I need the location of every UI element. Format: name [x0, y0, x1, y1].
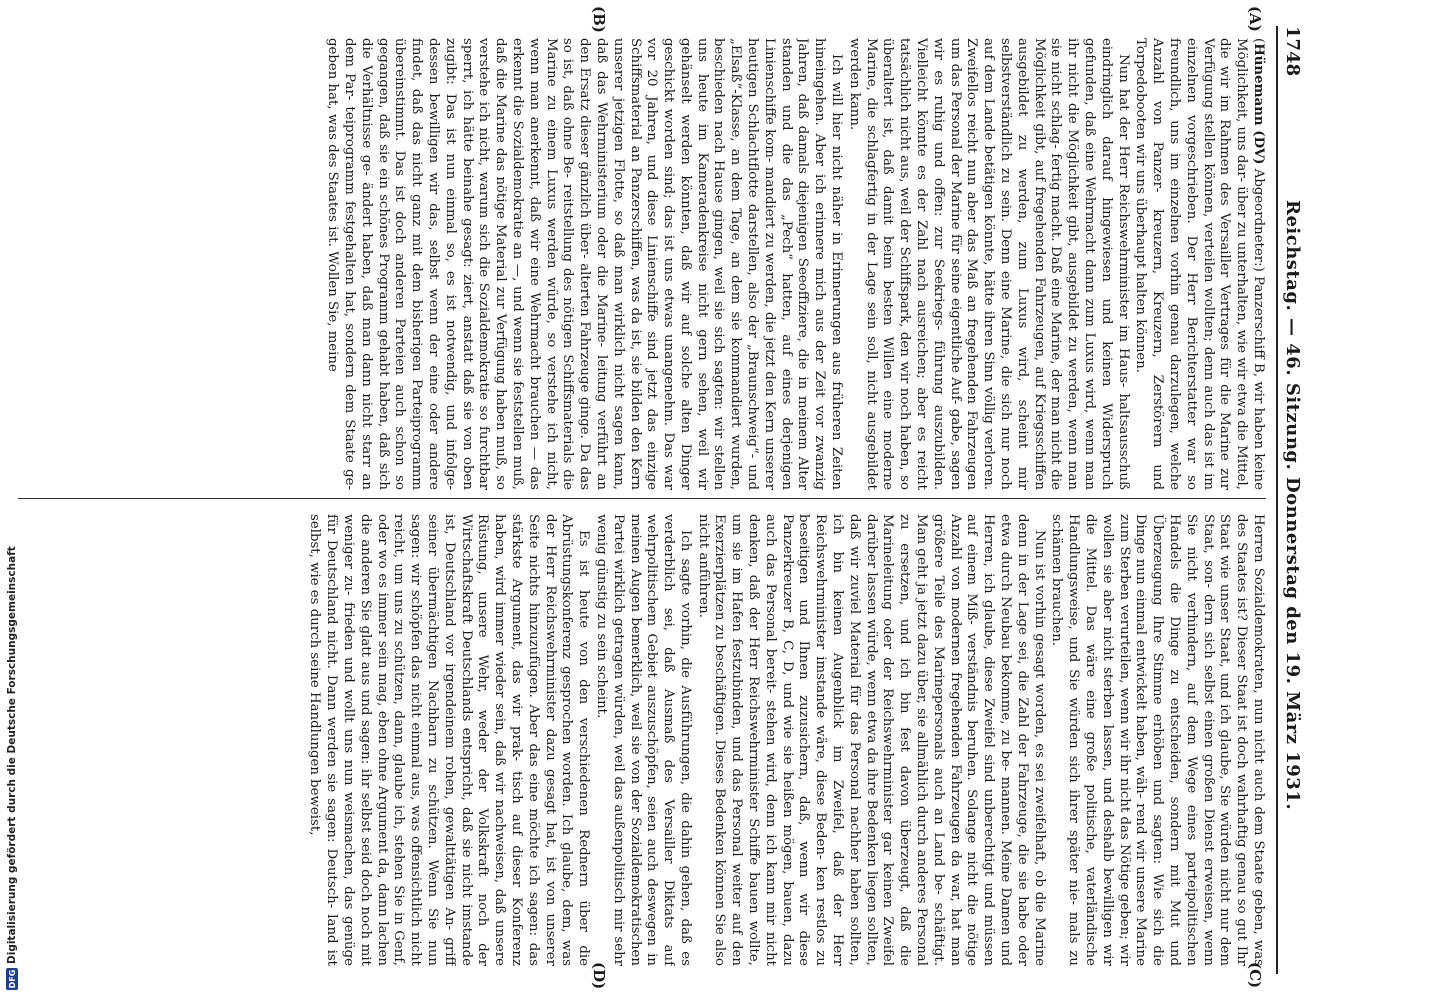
- speaker-name: Hünemann (DV): [1251, 43, 1266, 165]
- left-column: [18, 38, 1266, 490]
- speaker-role: Abgeordneter:: [1251, 168, 1266, 267]
- margin-marker-d: (D): [590, 962, 608, 990]
- left-paragraph-1-text: Panzerschiff B, wir haben keine Möglichkeit, uns dar- über zu unterhalten, wie wir etwa die Mittel, die wir im Rahmen des Versailler Vertrages für die Marine zur Verfügung stellen können, verteilen wollten; denn auch das ist im einzelnen vorgeschrieben. Der Herr Berichterstatter war so freundlich, uns im einzelnen vorhin genau darzulegen, welche Anzahl von Panzer- kreuzern, Kreuzern, Zerstörern und Torpedobooten wir uns überhaupt halten können.: [1133, 38, 1266, 490]
- footer-text: Digitalisierung gefördert durch die Deutsche Forschungsgemeinschaft: [6, 546, 18, 964]
- margin-marker-a: (A): [1246, 6, 1264, 32]
- margin-marker-c: (C): [1246, 962, 1264, 989]
- page-number: 1748: [1282, 26, 1304, 77]
- page-header: [1276, 26, 1308, 974]
- footer-strip: [0, 0, 24, 1000]
- right-paragraph-4: Es ist heute von den verschiedenen Rednern über die Abrüstungskonferenz gesprochen worden. Ich glaube, dem, was der Herr Reichswehrminister dazu gesagt hat, ist von unserer Seite nichts hinzuzufügen. Aber das eine möchte ich sagen: das stärkste Argument, das wir prak- tisch auf dieser Konferenz haben, wird immer wieder sein, daß wir nachweisen, daß unsere Rüstung, unsere Wehr, weder der Volkskraft noch der Wirtschaftskraft Deutschlands entspricht, daß sie nicht imstande ist, Deutschland vor irgendeinem rohen, gewalttätigen An- griff seiner übermächtigen Nachbarn zu schützen. Wenn Sie nun sagen: wir schöpfen das nicht einmal aus, was offensichtlich nicht reicht, um uns zu schützen, dann, glaube ich, stehen Sie in Genf, oder wo es immer sein mag, eben ohne Argument da, dann lachen die anderen Sie glatt aus und sagen: ihr selbst seid doch noch mit weniger zu- frieden und wollt uns nun weismachen, das genüge für Deutschland nicht. Dann werden sie sagen: Deutsch- land ist selbst, wie es durch seine Handlungen beweist,: [307, 514, 592, 966]
- column-divider: [18, 498, 1266, 499]
- right-paragraph-3: Ich sagte vorhin, die Ausführungen, die dahin gehen, daß es verderblich sei, daß Ausmaß des Versailler Diktats auf wehrpolitischem Gebiet auszuschöpfen, seien auch deswegen in meinen Augen bemerklich, weil sie von der Sozialdemokratischen Partei wirklich getragen würden, weil das außenpolitisch mir sehr wenig günstig zu sein scheint.: [593, 514, 693, 966]
- right-paragraph-1: Herren Sozialdemokraten, nun nicht auch dem Staate geben, was des Staates ist? Dieser Staat ist doch wahrhaftig genau so gut Ihr Staat wie unser Staat, und ich glaube, Sie würden nicht nur dem Staat, son- dern sich selbst einen großen Dienst erweisen, wenn Sie nicht verhindern, auf dem Wege eines parteipolitischen Handels die Dinge zu entscheiden, sondern mit Mut und Überzeugung Ihre Stimme erhöben und sagten: Wie sich die Dinge nun einmal entwickelt haben, wäh- rend wir unsere Marine zum Sterben verurteilen, wenn wir ihr nicht das Nötige geben; wir wollen sie aber nicht sterben lassen, und deshalb bewilligen wir die Mittel. Das wäre eine große politische, vaterländische Handlungsweise, und Sie würden sich ihrer später nie- mals zu schämen brauchen.: [1049, 514, 1266, 966]
- margin-marker-b: (B): [590, 6, 608, 33]
- right-column: [18, 514, 1266, 966]
- page-title: Reichstag. — 46. Sitzung. Donnerstag den 19. März 1931.: [1282, 199, 1304, 811]
- right-paragraph-2: Nun ist vorhin gesagt worden, es sei zweifelhaft, ob die Marine denn in der Lage sei, die Zahl der Fahrzeuge, die sie habe oder etwa durch Neubau bekomme, zu be- mannen. Meine Damen und Herren, ich glaube, diese Zweifel sind unberechtigt und müssen auf einem Miß- verständnis beruhen. Solange nicht die nötige Anzahl von modernen fregehenden Fahrzeugen da war, hat man größere Teile des Marinepersonals auch an Land be- schäftigt. Man geht ja jetzt dazu über, sie allmählich durch anderes Personal zu ersetzen, und ich bin fest davon überzeugt, daß die Marineleitung oder der Reichswehrminister gar keinen Zweifel darüber lassen würde, wenn etwa da ihre Bedenken liegen sollten, daß wir zuviel Material für das Personal nachher haben sollten, ich bin keinen Augenblick im Zweifel, daß der Herr Reichswehrminister imstande wäre, diese Beden- ken restlos zu beseitigen und Ihnen zuzusichern, daß, wenn wir diese Panzerkreuzer B, C, D, und wie sie heißen mögen, bauen, dazu auch das Personal bereit- stehen wird, denn ich kann mir nicht denken, daß der Herr Reichswehrminister Schiffe bauen wollte, um sie im Hafen festzubinden, und das Personal weiter auf den Exerzierplätzen zu beschäftigen. Dieses Bedenken können Sie also nicht anführen.: [695, 514, 1047, 966]
- dfg-logo-icon: DFG: [7, 969, 17, 989]
- left-paragraph-3: Ich will hier nicht näher in Erinnerungen aus früheren Zeiten hineingehen. Aber ich erinnere mich aus der Zeit vor zwanzig Jahren, daß damals diejenigen Seeoffiziere, die in meinem Alter standen und die das „Pech“ hatten, auf eines derjenigen Linienschiffe kom- mandiert zu werden, die jetzt den Kern unserer heutigen Schlachtflotte darstellen, also der „Braunschweig“- und „Elsaß“-Klasse, an dem Tage, an dem sie kommandiert wurden, beschieden nach Hause gingen, weil sie sich sagten: wir stellen uns heute im Kameradenkreise nicht gern sehen, weil wir gehänselt werden könnten, daß wir auf solche alten Dinger geschickt worden sind; das ist uns etwas unangenehm. Das war vor 20 Jahren, und diese Linienschiffe sind jetzt das einzige Schiffsmaterial an Panzerschiffen, was da ist, sie bilden den Kern unserer jetzigen Flotte, so daß man wirklich nicht sagen kann, daß das Wehrministerium oder die Marine- leitung verführt an den Ersatz dieser gänzlich über- alterten Fahrzeuge ginge. Da das so ist, daß ohne Be- reitstellung des nötigen Schiffsmaterials die Marine zu einem Luxus werden würde, so verstehe ich nicht, wenn man anerkennt, daß wir eine Wehrmacht brauchen — das erkennt die Sozialdemokratie an —, und wenn sie feststellen muß, daß die Marine das nötige Material zur Verfügung haben muß, so verstehe ich nicht, warum sich die Sozialdemokratie so furchtbar sperrt, ich hätte beinahe gesagt: ziert, anstatt daß sie von oben zugibt: Das ist nun einmal so, es ist notwendig, und infolge- dessen bewilligen wir das, selbst wenn der eine oder andere findet, daß das nicht ganz mit dem bisherigen Parteiprogramm übereinstimmt. Das ist doch anderen Parteien auch schon so gegangen, daß sie ein schönes Programm gehabt haben, daß sich die Verhältnisse ge- ändert haben, daß man dann nicht starr an dem Par- teiprogramm festgehalten hat, sondern dem Staate ge- geben hat, was des Staates ist. Wollen Sie, meine: [325, 38, 845, 490]
- left-paragraph-1: (Hünemann (DV) Abgeordneter:) Panzerschiff B, wir haben keine Möglichkeit, uns dar- über zu unterhalten, wie wir etwa die Mittel, die wir im Rahmen des Versailler Vertrages für die Marine zur Verfügung stellen können, verteilen wollten; denn auch das ist im einzelnen vorgeschrieben. Der Herr Berichterstatter war so freundlich, uns im einzelnen vorhin genau darzulegen, welche Anzahl von Panzer- kreuzern, Kreuzern, Zerstörern und Torpedobooten wir uns überhaupt halten können.: [1133, 38, 1266, 490]
- left-paragraph-2: Nun hat der Herr Reichswehrminister im Haus- haltsausschuß eindringlich darauf hingewiesen und keinen Widerspruch gefunden, daß eine Wehrmacht dann zum Luxus wird, wenn man ihr nicht die Möglichkeit gibt, ausgebildet zu werden, wenn man sie nicht schlag- fertig macht. Daß eine Marine, der man nicht die Möglichkeit gibt, auf fregehenden Fahrzeugen, auf Kriegsschiffen ausgebildet zu werden, zum Luxus wird, scheint mir selbstverständlich zu sein. Denn eine Marine, die sich nur noch auf dem Lande betätigen könnte, hätte ihren Sinn völlig verloren. Zweifellos reicht nun aber das Maß an fregehenden Fahrzeugen um das Personal der Marine für seine eigentliche Auf- gabe, sagen wir es ruhig und offen: zur Seekriegs- führung auszubilden. Vielleicht könnte es der Zahl nach ausreichen; aber es reicht tatsächlich nicht aus, weil der Schiffspark, den wir noch haben, so überaltert ist, daß damit beim besten Willen eine moderne Marine, die schlagfertig in der Lage sein soll, nicht ausgebildet werden kann.: [846, 38, 1131, 490]
- funding-footer: [4, 0, 20, 990]
